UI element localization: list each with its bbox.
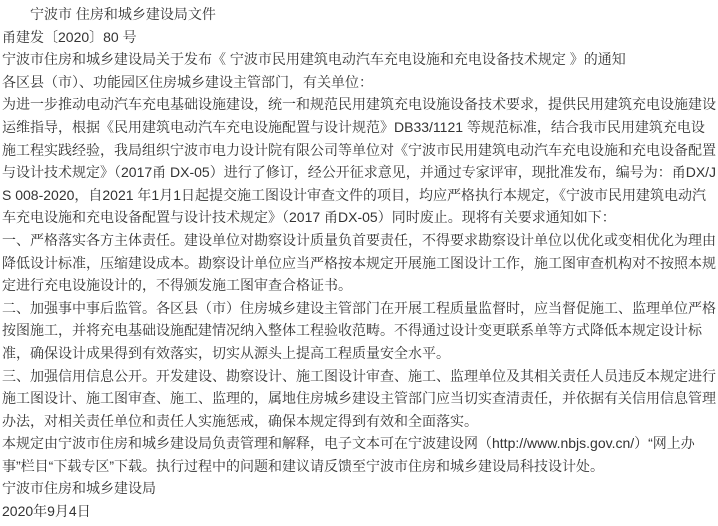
issue-date: 2020年9月4日 (2, 503, 91, 520)
issuer-signature: 宁波市住房和城乡建设局 (2, 480, 156, 497)
closing-paragraph: 本规定由宁波市住房和城乡建设局负责管理和解释，电子文本可在宁波建设网（http://www.nbjs.gov.cn/）“网上办事”栏目“下载专区”下载。执行过程中的问题和建议请反馈至宁波市住房和城乡建设局科技设计处。 (2, 435, 695, 474)
item-paragraph-2: 二、加强事中事后监管。各区县（市）住房城乡建设主管部门在开展工程质量监督时，应当督促施工、监理单位严格按图施工，并将充电基础设施配建情况纳入整体工程验收范畴。不得通过设计变更联系单等方式降低本规定设计标准，确保设计成果得到有效落实，切实从源头上提高工程质量安全水平。 (2, 299, 716, 361)
doc-title: 宁波市住房和城乡建设局关于发布《 宁波市民用建筑电动汽车充电设施和充电设备技术规定 》的通知 (2, 51, 626, 68)
agency-header: 宁波市 住房和城乡建设局文件 (30, 6, 216, 22)
item-paragraph-3: 三、加强信用信息公开。开发建设、勘察设计、施工图设计审查、施工、监理单位及其相关责任人员违反本规定进行施工图设计、施工图审查、施工、监理的，属地住房城乡建设主管部门应当切实查清责任，并依据有关信用信息管理办法，对相关责任单位和责任人实施惩戒，确保本规定得到有效和全面落实。 (2, 367, 716, 429)
salutation: 各区县（市）、功能园区住房城乡建设主管部门，有关单位： (2, 73, 373, 90)
intro-paragraph: 为进一步推动电动汽车充电基础设施建设，统一和规范民用建筑充电设施设备技术要求，提供民用建筑充电设施建设运维指导，根据《民用建筑电动汽车充电设施配置与设计规范》DB33/1121 等规范标准，结合我市民用建筑充电设施工程实践经验，我局组织宁波市电力设计院有限公司等单位对《宁波市民用建筑电动汽车充电设施和充电设备配置与设计技术规定》（2017甬 DX-05）进行了修订，经公开征求意见，并通过专家评审，现批准发布，编号为：甬DX/JS 008-2020，自2021 年1月1日起提交施工图设计审查文件的项目，均应严格执行本规定，《宁波市民用建筑电动汽车充电设施和充电设备配置与设计技术规定》（2017 甬DX-05）同时废止。现将有关要求通知如下： (2, 96, 717, 226)
doc-number: 甬建发〔2020〕80 号 (2, 28, 137, 45)
item-paragraph-1: 一、严格落实各方主体责任。建设单位对勘察设计质量负首要责任，不得要求勘察设计单位以优化或变相优化为理由降低设计标准，压缩建设成本。勘察设计单位应当严格按本规定开展施工图设计工作，施工图审查机构对不按照本规定进行充电设施设计的，不得颁发施工图审查合格证书。 (2, 231, 716, 294)
